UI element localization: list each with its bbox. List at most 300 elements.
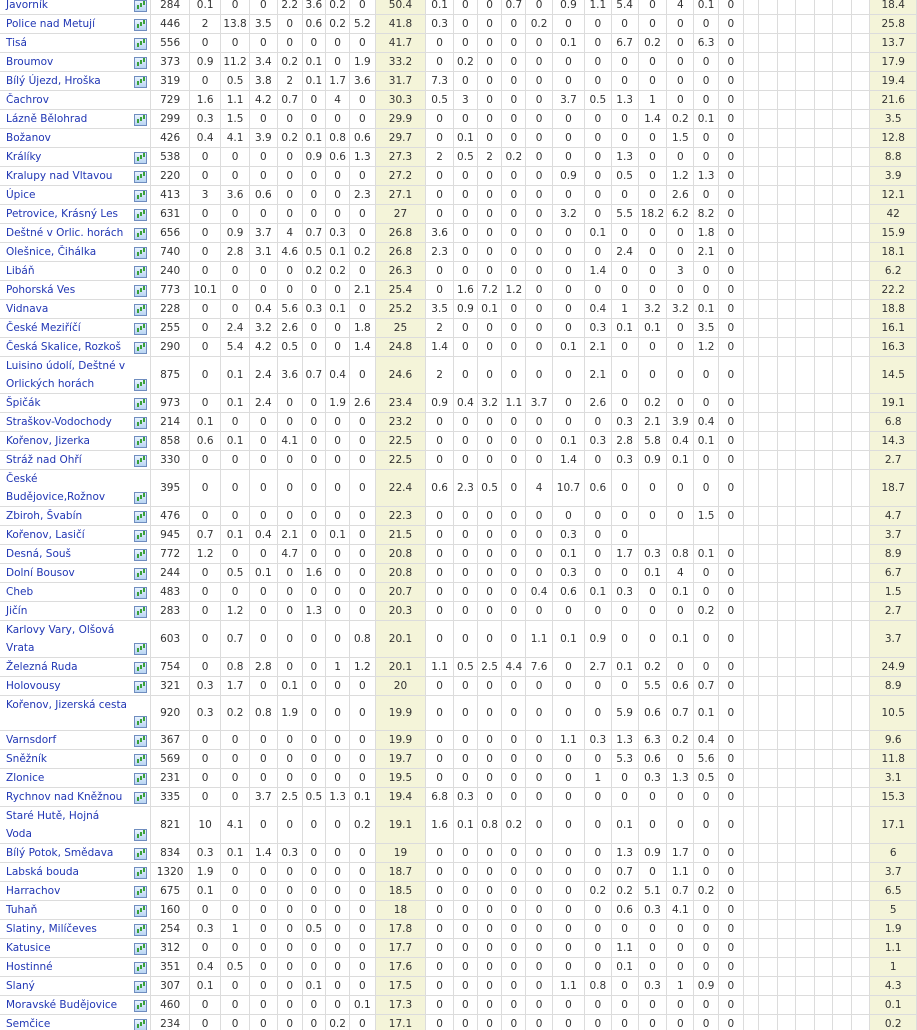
chart-icon[interactable] [134, 643, 147, 655]
empty-cell [833, 91, 852, 110]
empty-cell [743, 863, 758, 882]
value-cell: 0 [718, 243, 743, 262]
station-link[interactable]: Olešnice, Čihálka [6, 246, 97, 258]
value-cell: 0 [552, 863, 584, 882]
value-cell: 0 [302, 413, 326, 432]
value-cell: 1.8 [349, 319, 375, 338]
value-cell: 0.1 [326, 243, 350, 262]
empty-cell [814, 167, 833, 186]
station-link[interactable]: Slaný [6, 980, 35, 992]
value-cell: 0 [694, 658, 719, 677]
value-cell: 0.1 [611, 958, 638, 977]
value-cell: 0 [426, 507, 454, 526]
chart-icon[interactable] [134, 943, 147, 955]
chart-icon[interactable] [134, 152, 147, 164]
value-cell: 0.2 [454, 53, 478, 72]
value-cell: 4 [277, 224, 302, 243]
station-link[interactable]: Moravské Budějovice [6, 999, 118, 1011]
station-link[interactable]: Králíky [6, 151, 42, 163]
value-cell: 0.9 [190, 53, 221, 72]
value-cell: 0 [526, 432, 553, 451]
value-cell: 4.1 [667, 901, 694, 920]
chart-icon[interactable] [134, 19, 147, 31]
empty-cell [851, 807, 870, 844]
value-cell: 0 [611, 507, 638, 526]
value-cell: 0 [302, 621, 326, 658]
chart-icon[interactable] [134, 924, 147, 936]
table-row [0, 901, 917, 920]
value-cell: 0 [502, 769, 526, 788]
table-row [0, 621, 917, 658]
value-cell: 0 [694, 863, 719, 882]
station-link[interactable]: České Meziříčí [6, 322, 81, 334]
value-cell: 0 [611, 788, 638, 807]
value-cell: 0 [454, 958, 478, 977]
highlighted-sum-cell: 22.5 [375, 451, 426, 470]
station-link[interactable]: Pohorská Ves [6, 284, 76, 296]
chart-icon[interactable] [134, 57, 147, 69]
chart-icon[interactable] [134, 1019, 147, 1030]
value-cell: 0 [718, 300, 743, 319]
station-link[interactable]: České Budějovice,Rožnov [6, 473, 106, 503]
empty-cell [814, 281, 833, 300]
value-cell: 0 [190, 621, 221, 658]
value-cell [638, 526, 667, 545]
station-link[interactable]: Rychnov nad Kněžnou [6, 791, 123, 803]
value-cell: 0 [502, 34, 526, 53]
empty-cell [833, 621, 852, 658]
value-cell: 0.1 [454, 129, 478, 148]
value-cell: 0 [326, 451, 350, 470]
station-link[interactable]: Libáň [6, 265, 35, 277]
chart-icon[interactable] [134, 549, 147, 561]
value-cell: 0 [694, 1015, 719, 1030]
value-cell: 0 [526, 844, 553, 863]
value-cell: 2.4 [249, 357, 277, 394]
empty-cell [759, 281, 778, 300]
value-cell: 0 [718, 53, 743, 72]
value-cell [667, 526, 694, 545]
value-cell: 0 [326, 470, 350, 507]
value-cell: 0.1 [221, 394, 250, 413]
empty-cell [833, 564, 852, 583]
chart-icon[interactable] [134, 304, 147, 316]
value-cell: 5.2 [349, 15, 375, 34]
empty-cell [833, 844, 852, 863]
chart-icon[interactable] [134, 171, 147, 183]
value-cell: 3.6 [277, 357, 302, 394]
value-cell: 0 [584, 863, 611, 882]
value-cell: 0 [718, 413, 743, 432]
value-cell: 0 [552, 1015, 584, 1030]
value-cell: 0 [477, 15, 502, 34]
station-link[interactable]: Bílý Potok, Smědava [6, 847, 114, 859]
table-row [0, 920, 917, 939]
station-link[interactable]: Straškov-Vodochody [6, 416, 112, 428]
station-link[interactable]: Jičín [6, 605, 28, 617]
empty-cell [851, 901, 870, 920]
value-cell: 0 [349, 0, 375, 15]
chart-icon[interactable] [134, 379, 147, 391]
highlighted-sum-cell: 24.8 [375, 338, 426, 357]
value-cell: 0.1 [611, 658, 638, 677]
station-link[interactable]: Lázně Bělohrad [6, 113, 88, 125]
value-cell: 0 [584, 788, 611, 807]
chart-icon[interactable] [134, 867, 147, 879]
value-cell: 0.1 [667, 583, 694, 602]
value-cell: 0 [249, 621, 277, 658]
value-cell: 0 [611, 1015, 638, 1030]
station-link[interactable]: Petrovice, Krásný Les [6, 208, 118, 220]
value-cell: 0.1 [277, 677, 302, 696]
chart-icon[interactable] [134, 662, 147, 674]
empty-cell [743, 262, 758, 281]
value-cell: 0.1 [426, 0, 454, 15]
value-cell: 0 [326, 413, 350, 432]
value-cell: 1.6 [190, 91, 221, 110]
station-link[interactable]: Kořenov, Jizerská cesta [6, 699, 127, 711]
value-cell: 0 [718, 167, 743, 186]
station-link[interactable]: Vidnava [6, 303, 49, 315]
station-link[interactable]: Úpice [6, 189, 36, 201]
chart-icon[interactable] [134, 247, 147, 259]
station-link[interactable]: Železná Ruda [6, 661, 78, 673]
value-cell: 0.1 [302, 53, 326, 72]
station-link[interactable]: Špičák [6, 397, 41, 409]
value-cell: 0 [694, 844, 719, 863]
value-cell: 0 [477, 110, 502, 129]
value-cell: 0 [454, 186, 478, 205]
value-cell: 0 [277, 996, 302, 1015]
chart-icon[interactable] [134, 323, 147, 335]
value-cell: 0.2 [694, 602, 719, 621]
value-cell: 0 [454, 545, 478, 564]
chart-icon[interactable] [134, 38, 147, 50]
empty-cell [851, 281, 870, 300]
station-link[interactable]: Kořenov, Jizerka [6, 435, 90, 447]
station-link[interactable]: Karlovy Vary, Olšová Vrata [6, 624, 115, 654]
altitude-cell: 920 [151, 696, 190, 731]
value-cell: 0 [611, 224, 638, 243]
value-cell: 0 [552, 901, 584, 920]
station-link[interactable]: Kralupy nad Vltavou [6, 170, 113, 182]
station-link[interactable]: Harrachov [6, 885, 61, 897]
empty-cell [759, 34, 778, 53]
station-link[interactable]: Deštné v Orlic. horách [6, 227, 124, 239]
chart-icon[interactable] [134, 962, 147, 974]
chart-icon[interactable] [134, 773, 147, 785]
chart-icon[interactable] [134, 735, 147, 747]
value-cell: 0 [502, 977, 526, 996]
value-cell: 0 [611, 564, 638, 583]
empty-cell [796, 882, 815, 901]
station-link[interactable]: Božanov [6, 132, 51, 144]
chart-icon[interactable] [134, 829, 147, 841]
value-cell: 0.2 [638, 658, 667, 677]
empty-cell [814, 319, 833, 338]
empty-cell [777, 319, 796, 338]
station-name-cell [0, 205, 151, 224]
empty-cell [777, 451, 796, 470]
empty-cell [743, 958, 758, 977]
station-link[interactable]: Broumov [6, 56, 54, 68]
station-link[interactable]: Slatiny, Milíčeves [6, 923, 97, 935]
empty-cell [833, 750, 852, 769]
value-cell: 0 [526, 526, 553, 545]
total-cell: 3.7 [870, 621, 917, 658]
chart-icon[interactable] [134, 681, 147, 693]
station-name-cell [0, 939, 151, 958]
empty-cell [814, 731, 833, 750]
station-link[interactable]: Katusice [6, 942, 51, 954]
value-cell: 0 [221, 300, 250, 319]
chart-icon[interactable] [134, 754, 147, 766]
value-cell: 0 [221, 545, 250, 564]
value-cell: 0 [221, 769, 250, 788]
value-cell: 0 [477, 451, 502, 470]
value-cell: 0 [552, 15, 584, 34]
empty-cell [814, 939, 833, 958]
empty-cell [777, 224, 796, 243]
chart-icon[interactable] [134, 606, 147, 618]
value-cell: 2.1 [584, 357, 611, 394]
chart-icon[interactable] [134, 209, 147, 221]
value-cell: 0 [584, 507, 611, 526]
station-name-cell [0, 788, 151, 807]
chart-icon[interactable] [134, 511, 147, 523]
chart-icon[interactable] [134, 905, 147, 917]
station-link[interactable]: Sněžník [6, 753, 47, 765]
value-cell: 4.1 [221, 129, 250, 148]
value-cell: 0.4 [454, 394, 478, 413]
empty-cell [814, 1015, 833, 1030]
chart-icon[interactable] [134, 190, 147, 202]
value-cell: 0 [349, 526, 375, 545]
value-cell: 0 [477, 129, 502, 148]
empty-cell [777, 545, 796, 564]
value-cell: 0 [718, 281, 743, 300]
chart-icon[interactable] [134, 587, 147, 599]
chart-icon[interactable] [134, 266, 147, 278]
station-link[interactable]: Luisino údolí, Deštné v Orlických horách [6, 360, 126, 390]
value-cell: 0 [667, 602, 694, 621]
station-link[interactable]: Desná, Souš [6, 548, 71, 560]
chart-icon[interactable] [134, 792, 147, 804]
station-link[interactable]: Stráž nad Ohří [6, 454, 82, 466]
value-cell: 0 [190, 262, 221, 281]
value-cell: 1.1 [526, 621, 553, 658]
chart-icon[interactable] [134, 114, 147, 126]
station-link[interactable]: Javorník [6, 0, 48, 11]
value-cell: 0 [454, 432, 478, 451]
value-cell: 0.1 [694, 696, 719, 731]
value-cell: 0 [454, 319, 478, 338]
chart-icon[interactable] [134, 398, 147, 410]
empty-cell [743, 977, 758, 996]
value-cell: 0.1 [477, 300, 502, 319]
station-link[interactable]: Semčice [6, 1018, 51, 1030]
value-cell: 0 [694, 939, 719, 958]
station-link[interactable]: Holovousy [6, 680, 61, 692]
value-cell: 0.1 [190, 977, 221, 996]
value-cell: 0 [326, 602, 350, 621]
station-link[interactable]: Dolní Bousov [6, 567, 75, 579]
value-cell: 0.7 [277, 91, 302, 110]
value-cell: 0.1 [552, 621, 584, 658]
table-row [0, 262, 917, 281]
empty-cell [759, 958, 778, 977]
empty-cell [814, 91, 833, 110]
value-cell: 0 [426, 110, 454, 129]
highlighted-sum-cell: 23.2 [375, 413, 426, 432]
highlighted-sum-cell: 25.4 [375, 281, 426, 300]
chart-icon[interactable] [134, 417, 147, 429]
total-cell: 17.9 [870, 53, 917, 72]
value-cell: 0.6 [302, 15, 326, 34]
highlighted-sum-cell: 17.5 [375, 977, 426, 996]
chart-icon[interactable] [134, 530, 147, 542]
table-row [0, 15, 917, 34]
station-link[interactable]: Zbiroh, Švabín [6, 510, 83, 522]
chart-icon[interactable] [134, 492, 147, 504]
empty-cell [743, 583, 758, 602]
empty-cell [814, 243, 833, 262]
value-cell: 0 [326, 863, 350, 882]
station-link[interactable]: Tuhaň [6, 904, 38, 916]
empty-cell [743, 901, 758, 920]
station-link[interactable]: Bílý Újezd, Hroška [6, 75, 101, 87]
value-cell: 0 [454, 167, 478, 186]
value-cell: 0 [638, 788, 667, 807]
value-cell: 0 [221, 34, 250, 53]
value-cell: 0 [477, 413, 502, 432]
value-cell: 1.5 [694, 507, 719, 526]
highlighted-sum-cell: 24.6 [375, 357, 426, 394]
value-cell: 0 [584, 15, 611, 34]
empty-cell [743, 186, 758, 205]
empty-cell [851, 583, 870, 602]
value-cell: 2.1 [584, 338, 611, 357]
value-cell: 0 [277, 901, 302, 920]
empty-cell [743, 658, 758, 677]
value-cell: 0 [584, 750, 611, 769]
chart-icon[interactable] [134, 455, 147, 467]
station-link[interactable]: Kořenov, Lasičí [6, 529, 85, 541]
station-link[interactable]: Tisá [6, 37, 27, 49]
station-link[interactable]: Zlonice [6, 772, 45, 784]
chart-icon[interactable] [134, 886, 147, 898]
value-cell: 0 [552, 148, 584, 167]
chart-icon[interactable] [134, 285, 147, 297]
station-link[interactable]: Cheb [6, 586, 34, 598]
chart-icon[interactable] [134, 716, 147, 728]
value-cell: 0 [584, 696, 611, 731]
empty-cell [743, 300, 758, 319]
value-cell: 0 [302, 958, 326, 977]
empty-cell [777, 432, 796, 451]
value-cell: 0 [477, 357, 502, 394]
station-link[interactable]: Police nad Metují [6, 18, 96, 30]
station-link[interactable]: Staré Hutě, Hojná Voda [6, 810, 100, 840]
value-cell: 0 [426, 863, 454, 882]
empty-cell [777, 788, 796, 807]
value-cell: 0 [584, 205, 611, 224]
value-cell: 2.1 [638, 413, 667, 432]
value-cell: 0 [552, 602, 584, 621]
value-cell: 0.1 [249, 564, 277, 583]
empty-cell [796, 110, 815, 129]
total-cell: 14.3 [870, 432, 917, 451]
chart-icon[interactable] [134, 0, 147, 12]
altitude-cell: 631 [151, 205, 190, 224]
station-link[interactable]: Varnsdorf [6, 734, 57, 746]
station-link[interactable]: Čachrov [6, 94, 49, 106]
chart-icon[interactable] [134, 848, 147, 860]
value-cell: 0 [249, 205, 277, 224]
value-cell: 2.1 [694, 243, 719, 262]
table-row [0, 545, 917, 564]
station-link[interactable]: Labská bouda [6, 866, 79, 878]
chart-icon[interactable] [134, 342, 147, 354]
value-cell: 0 [249, 750, 277, 769]
altitude-cell: 321 [151, 677, 190, 696]
empty-cell [833, 996, 852, 1015]
value-cell: 0 [454, 357, 478, 394]
value-cell: 0 [302, 281, 326, 300]
station-link[interactable]: Hostinné [6, 961, 53, 973]
value-cell: 0 [552, 958, 584, 977]
value-cell: 0 [502, 545, 526, 564]
value-cell: 0 [349, 844, 375, 863]
value-cell: 0.4 [190, 958, 221, 977]
empty-cell [833, 939, 852, 958]
station-name-cell [0, 564, 151, 583]
value-cell: 0.1 [552, 34, 584, 53]
value-cell: 0 [667, 319, 694, 338]
empty-cell [814, 545, 833, 564]
chart-icon[interactable] [134, 228, 147, 240]
value-cell: 0 [526, 205, 553, 224]
chart-icon[interactable] [134, 568, 147, 580]
value-cell: 0 [526, 507, 553, 526]
value-cell: 0 [249, 583, 277, 602]
station-link[interactable]: Česká Skalice, Rozkoš [6, 341, 122, 353]
chart-icon[interactable] [134, 1000, 147, 1012]
empty-cell [814, 451, 833, 470]
value-cell: 0 [477, 34, 502, 53]
value-cell: 0 [638, 863, 667, 882]
chart-icon[interactable] [134, 981, 147, 993]
value-cell: 0 [667, 939, 694, 958]
table-row [0, 731, 917, 750]
value-cell: 0.6 [249, 186, 277, 205]
value-cell: 1.1 [221, 91, 250, 110]
empty-cell [743, 281, 758, 300]
value-cell: 1.6 [302, 564, 326, 583]
value-cell: 0 [454, 507, 478, 526]
empty-cell [759, 920, 778, 939]
chart-icon[interactable] [134, 436, 147, 448]
empty-cell [851, 129, 870, 148]
value-cell: 1.7 [326, 72, 350, 91]
value-cell: 0 [302, 205, 326, 224]
empty-cell [833, 882, 852, 901]
value-cell: 0 [667, 958, 694, 977]
value-cell: 0 [584, 844, 611, 863]
empty-cell [759, 1015, 778, 1030]
value-cell: 0 [584, 1015, 611, 1030]
chart-icon[interactable] [134, 76, 147, 88]
